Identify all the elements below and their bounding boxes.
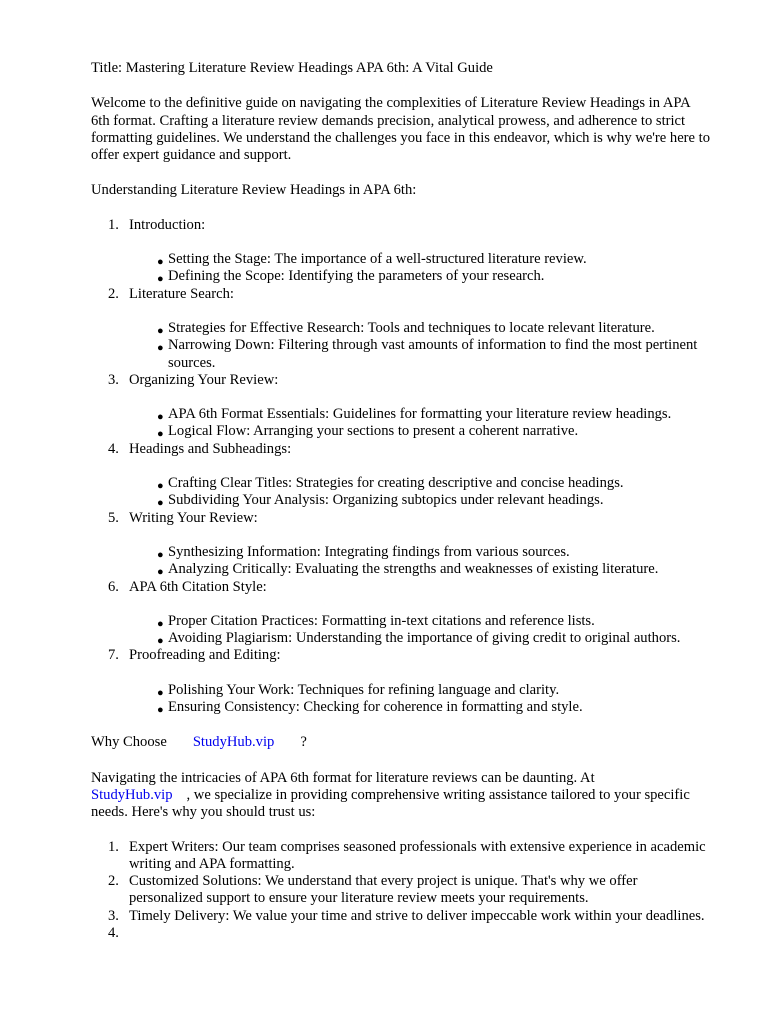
- section-number: 6.: [108, 578, 119, 595]
- bullet-icon: ●: [157, 428, 164, 441]
- bullet-item: [129, 475, 711, 492]
- section-number: 5.: [108, 509, 119, 526]
- bullet-text: Setting the Stage: The importance of a well-structured literature review.: [168, 251, 587, 268]
- navigating-paragraph: [91, 770, 711, 822]
- section-bullets: [129, 475, 711, 510]
- section-item: [91, 217, 711, 286]
- section-number: 1.: [108, 216, 119, 233]
- reason-item: [91, 925, 711, 942]
- bullet-text: Strategies for Effective Research: Tools and techniques to locate relevant literature.: [168, 319, 655, 336]
- section-title: Introduction:: [129, 216, 206, 233]
- bullet-icon: ●: [157, 256, 164, 269]
- bullet-icon: ●: [157, 324, 164, 337]
- section-title: Organizing Your Review:: [129, 371, 279, 388]
- section-bullets: [129, 320, 711, 372]
- bullet-icon: ●: [157, 497, 164, 510]
- bullet-item: [129, 682, 711, 699]
- section-title: Proofreading and Editing:: [129, 647, 281, 664]
- reason-item: [91, 839, 711, 874]
- section-title: Writing Your Review:: [129, 509, 258, 526]
- bullet-icon: ●: [157, 704, 164, 717]
- navigating-text-start: Navigating the intricacies of APA 6th format for literature reviews can be daunting. At: [91, 769, 595, 786]
- sections-list: [91, 217, 711, 717]
- section-item: [91, 510, 711, 579]
- bullet-item: [129, 251, 711, 268]
- studyhub-link[interactable]: StudyHub.vip: [192, 734, 275, 751]
- bullet-text: Narrowing Down: Filtering through vast amounts of information to find the most pertinent sources.: [168, 337, 698, 371]
- bullet-icon: ●: [157, 411, 164, 424]
- bullet-item: [129, 630, 711, 647]
- bullet-text: Ensuring Consistency: Checking for coherence in formatting and style.: [168, 699, 583, 716]
- why-choose-line: [91, 734, 711, 751]
- bullet-text: Synthesizing Information: Integrating findings from various sources.: [168, 543, 570, 560]
- bullet-text: Proper Citation Practices: Formatting in-text citations and reference lists.: [168, 612, 595, 629]
- reason-number: 2.: [108, 873, 119, 890]
- reason-text: [129, 925, 133, 941]
- reason-text: Timely Delivery: We value your time and strive to deliver impeccable work within your deadlines.: [129, 907, 705, 924]
- bullet-text: Logical Flow: Arranging your sections to present a coherent narrative.: [168, 423, 579, 440]
- intro-paragraph: Welcome to the definitive guide on navigating the complexities of Literature Review Headings in APA 6th format. Crafting a literature review demands precision, analytical prowess, and adherence to strict formatting guidelines. We understand the challenges you face in this endeavor, which is why we're here to offer expert guidance and support.: [91, 95, 711, 164]
- bullet-item: [129, 423, 711, 440]
- bullet-item: [129, 337, 711, 372]
- section-title: Literature Search:: [129, 285, 234, 302]
- bullet-item: [129, 492, 711, 509]
- section-item: [91, 286, 711, 372]
- section-bullets: [129, 251, 711, 286]
- bullet-item: [129, 561, 711, 578]
- understanding-heading: Understanding Literature Review Headings in APA 6th:: [91, 182, 417, 199]
- bullet-text: Crafting Clear Titles: Strategies for creating descriptive and concise headings.: [168, 475, 624, 492]
- bullet-text: APA 6th Format Essentials: Guidelines for formatting your literature review headings.: [168, 406, 672, 423]
- bullet-icon: ●: [157, 686, 164, 699]
- section-item: [91, 579, 711, 648]
- bullet-item: [129, 268, 711, 285]
- section-bullets: [129, 544, 711, 579]
- reason-number: 3.: [108, 907, 119, 924]
- reasons-list: [91, 839, 711, 943]
- studyhub-link[interactable]: StudyHub.vip: [91, 786, 173, 803]
- bullet-text: Analyzing Critically: Evaluating the strengths and weaknesses of existing literature.: [168, 561, 659, 578]
- why-question-mark: ?: [300, 734, 307, 751]
- section-item: [91, 441, 711, 510]
- reason-item: [91, 908, 711, 925]
- reason-number: 1.: [108, 838, 119, 855]
- bullet-item: [129, 320, 711, 337]
- bullet-icon: ●: [157, 480, 164, 493]
- section-number: 2.: [108, 285, 119, 302]
- section-number: 7.: [108, 647, 119, 664]
- section-item: [91, 372, 711, 441]
- section-title: Headings and Subheadings:: [129, 440, 292, 457]
- navigating-text-end: , we specialize in providing comprehensive writing assistance tailored to your specific needs. Here's why you should trust us:: [91, 786, 690, 821]
- bullet-item: [129, 613, 711, 630]
- bullet-icon: ●: [157, 548, 164, 561]
- bullet-text: Defining the Scope: Identifying the parameters of your research.: [168, 268, 545, 285]
- bullet-text: Polishing Your Work: Techniques for refining language and clarity.: [168, 681, 560, 698]
- bullet-icon: ●: [157, 342, 164, 355]
- document-title: Title: Mastering Literature Review Headings APA 6th: A Vital Guide: [91, 60, 493, 76]
- section-bullets: [129, 682, 711, 717]
- reason-text: Expert Writers: Our team comprises seasoned professionals with extensive experience in academic writing and APA formatting.: [129, 838, 706, 872]
- section-number: 3.: [108, 371, 119, 388]
- section-number: 4.: [108, 440, 119, 457]
- why-choose-text: Why Choose: [91, 734, 167, 751]
- bullet-text: Avoiding Plagiarism: Understanding the importance of giving credit to original authors.: [168, 630, 681, 647]
- bullet-icon: ●: [157, 635, 164, 648]
- bullet-item: [129, 406, 711, 423]
- document-page: [91, 60, 711, 942]
- bullet-item: [129, 699, 711, 716]
- section-title: APA 6th Citation Style:: [129, 578, 267, 595]
- section-item: [91, 647, 711, 716]
- section-bullets: [129, 613, 711, 648]
- bullet-text: Subdividing Your Analysis: Organizing subtopics under relevant headings.: [168, 492, 604, 509]
- reason-number: 4.: [108, 924, 119, 941]
- section-bullets: [129, 406, 711, 441]
- bullet-item: [129, 544, 711, 561]
- reason-item: [91, 873, 711, 908]
- reason-text: Customized Solutions: We understand that every project is unique. That's why we offer personalized support to ensure your literature review meets your requirements.: [129, 873, 638, 907]
- bullet-icon: ●: [157, 273, 164, 286]
- bullet-icon: ●: [157, 566, 164, 579]
- bullet-icon: ●: [157, 617, 164, 630]
